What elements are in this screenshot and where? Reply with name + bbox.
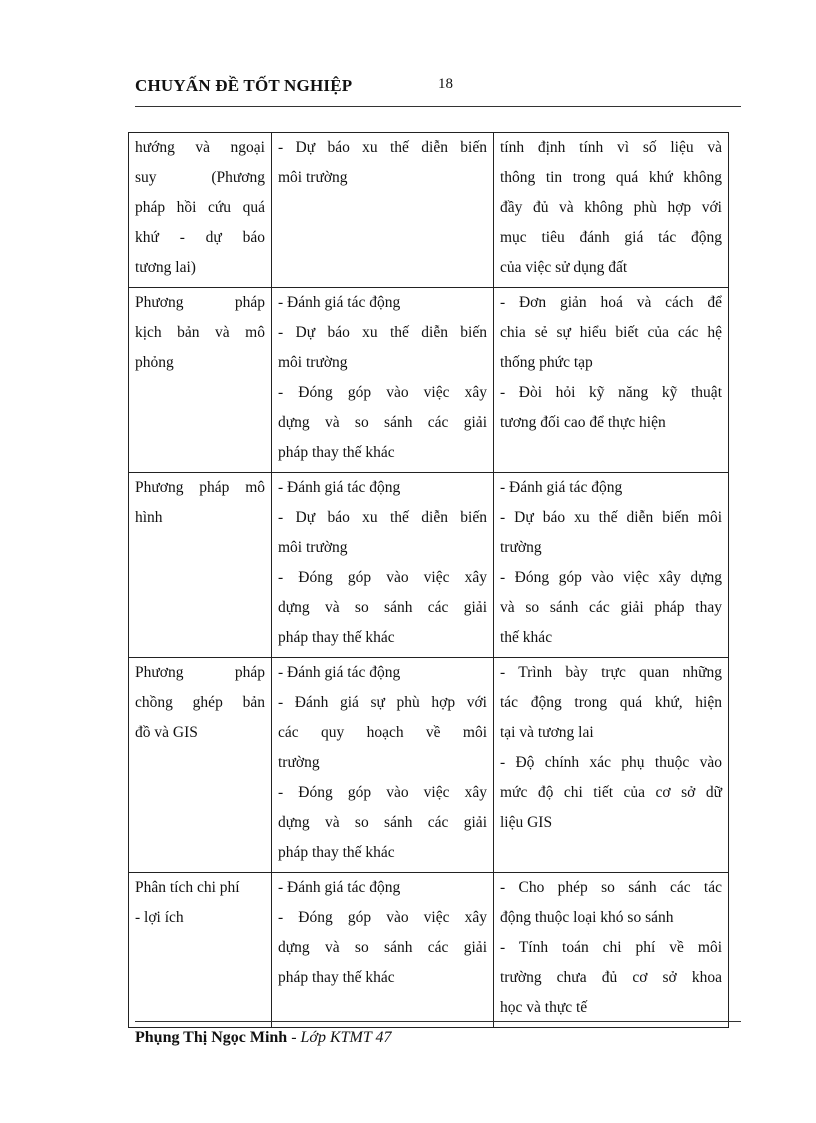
cell-text: đồ và GIS [135,724,198,741]
table-row [129,133,729,288]
cell-text: - Tính toán chi phí về môi [500,939,722,956]
table-row [129,873,729,1028]
cell-text: thống phức tạp [500,354,593,371]
cell-text: - Cho phép so sánh các tác [500,879,722,896]
cell-text: mục tiêu đánh giá tác động [500,229,722,246]
cell-text: Phương pháp [135,664,265,681]
cell-text: trường chưa đủ cơ sở khoa [500,969,722,986]
cell-text: Phương pháp mô [135,479,265,496]
table-cell [272,288,494,473]
document-title: CHUYẤN ĐỀ TỐT NGHIỆP [135,76,353,95]
cell-text: pháp thay thế khác [278,629,395,646]
cell-text: và so sánh các giải pháp thay [500,599,722,616]
cell-text: tương đối cao để thực hiện [500,414,666,431]
cell-text: tương lai) [135,259,196,276]
footer-divider [135,1021,741,1022]
table-body [129,133,729,1028]
page-number: 18 [438,76,453,92]
cell-text: môi trường [278,539,348,556]
cell-text: kịch bản và mô [135,324,265,341]
cell-text: thế khác [500,629,553,646]
table-row [129,288,729,473]
table-cell [129,288,272,473]
cell-text: môi trường [278,354,348,371]
cell-text: chồng ghép bản [135,694,265,711]
table-row [129,473,729,658]
cell-text: khứ - dự báo [135,229,265,246]
cell-text: tác động trong quá khứ, hiện [500,694,722,711]
table-cell [272,473,494,658]
cell-text: - Dự báo xu thế diễn biến [278,324,487,341]
cell-text: - Dự báo xu thế diễn biến [278,509,487,526]
table-cell [272,658,494,873]
table-cell [494,288,729,473]
cell-text: dựng và so sánh các giải [278,414,487,431]
table-cell [129,133,272,288]
cell-text: các quy hoạch về môi [278,724,487,741]
table-cell [272,873,494,1028]
cell-text: trường [278,754,320,771]
table-cell [129,873,272,1028]
cell-text: dựng và so sánh các giải [278,939,487,956]
cell-text: - Đánh giá tác động [278,294,401,311]
table-cell [129,658,272,873]
cell-text: pháp thay thế khác [278,969,395,986]
cell-text: đầy đủ và không phù hợp với [500,199,722,216]
methods-table [128,132,729,1028]
footer-author: Phụng Thị Ngọc Minh [135,1029,288,1046]
cell-text: - Đóng góp vào việc xây [278,569,487,586]
cell-text: tại và tương lai [500,724,594,741]
cell-text: Phân tích chi phí [135,879,240,896]
cell-text: - Đóng góp vào việc xây [278,784,487,801]
cell-text: Phương pháp [135,294,265,311]
cell-text: - Đánh giá sự phù hợp với [278,694,487,711]
cell-text: - lợi ích [135,909,184,926]
table-cell [494,658,729,873]
cell-text: phỏng [135,354,174,371]
table-cell [494,133,729,288]
table-cell [494,473,729,658]
cell-text: chia sẻ sự hiểu biết của các hệ [500,324,722,341]
cell-text: - Đơn giản hoá và cách để [500,294,722,311]
cell-text: tính định tính vì số liệu và [500,139,722,156]
cell-text: - Dự báo xu thế diễn biến [278,139,487,156]
header-divider [135,106,741,107]
table-cell [129,473,272,658]
cell-text: - Đòi hỏi kỹ năng kỹ thuật [500,384,722,401]
cell-text: động thuộc loại khó so sánh [500,909,674,926]
cell-text: trường [500,539,542,556]
cell-text: pháp hồi cứu quá [135,199,265,216]
cell-text: học và thực tế [500,999,588,1016]
cell-text: - Đánh giá tác động [278,664,401,681]
cell-text: - Độ chính xác phụ thuộc vào [500,754,722,771]
cell-text: của việc sử dụng đất [500,259,628,276]
cell-text: thông tin trong quá khứ không [500,169,722,186]
cell-text: pháp thay thế khác [278,444,395,461]
page-footer [135,1029,391,1047]
cell-text: môi trường [278,169,348,186]
cell-text: dựng và so sánh các giải [278,599,487,616]
cell-text: hình [135,509,163,526]
cell-text: - Đóng góp vào việc xây [278,384,487,401]
cell-text: - Đánh giá tác động [278,879,401,896]
cell-text: - Đánh giá tác động [278,479,401,496]
footer-class: Lớp KTMT 47 [300,1029,392,1046]
cell-text: suy (Phương [135,169,265,186]
table-cell [272,133,494,288]
cell-text: - Đóng góp vào việc xây [278,909,487,926]
table-cell [494,873,729,1028]
cell-text: dựng và so sánh các giải [278,814,487,831]
page-header [135,74,741,104]
footer-separator: - [287,1029,301,1046]
cell-text: - Trình bày trực quan những [500,664,722,681]
table-row [129,658,729,873]
cell-text: - Dự báo xu thế diễn biến môi [500,509,722,526]
cell-text: liệu GIS [500,814,553,831]
cell-text: - Đóng góp vào việc xây dựng [500,569,722,586]
cell-text: pháp thay thế khác [278,844,395,861]
cell-text: - Đánh giá tác động [500,479,623,496]
cell-text: mức độ chi tiết của cơ sở dữ [500,784,722,801]
cell-text: hướng và ngoại [135,139,265,156]
